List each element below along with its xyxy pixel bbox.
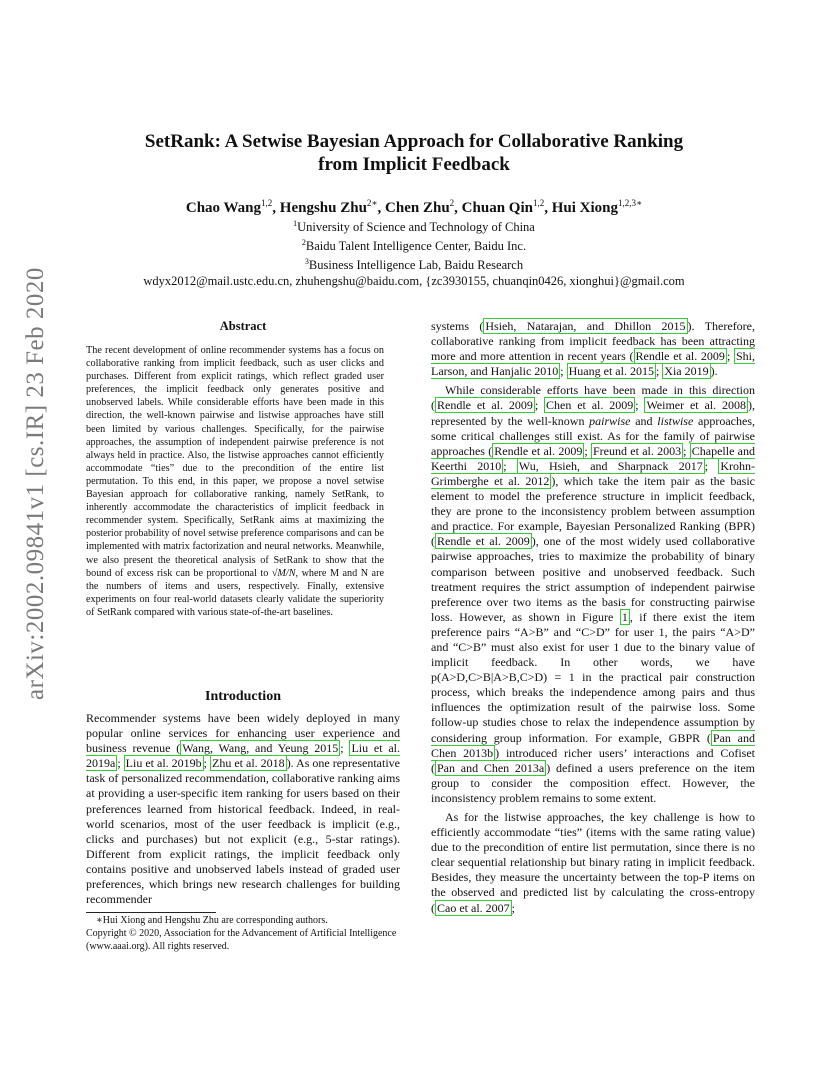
author-mark: 1,2,3∗ [618,198,643,208]
citation-link[interactable]: Rendle et al. 2009 [437,534,530,549]
author-name: Hui Xiong [551,200,618,216]
affiliation-line: $^1$University of Science and Technology of China [293,219,535,235]
author-emails: wdyx2012@mail.ustc.edu.cn, zhuhengshu@baidu.com, {zc3930155, chuanqin0426, xionghui}@gmail.com [143,274,685,289]
author-name: Chuan Qin [461,200,533,216]
author-mark: 1,2 [261,198,273,208]
introduction-heading: Introduction [205,689,281,704]
citation-link[interactable]: Rendle et al. 2009 [635,349,725,364]
paper-title [80,130,748,176]
footnotes [86,914,400,953]
footnote-rule [86,912,216,913]
author-name: Chen Zhu [385,200,450,216]
arxiv-identifier: arXiv:2002.09841v1 [cs.IR] 23 Feb 2020 [22,267,49,700]
copyright-note: Copyright © 2020, Association for the Advancement of Artificial Intelligence (www.aaai.org). All rights reserved. [86,928,397,952]
title-line-2: from Implicit Feedback [318,154,510,175]
author-name: Chao Wang [185,200,262,216]
author-mark: 2∗ [366,198,378,208]
figure-link[interactable]: 1 [621,609,628,624]
citation-link[interactable]: Pan and Chen 2013b [431,730,756,760]
citation-link[interactable]: Xia 2019 [664,364,709,379]
author-list: Chao Wang$^{1,2}$, Hengshu Zhu$^{2∗}$, Chen Zhu$^2$, Chuan Qin$^{1,2}$, Hui Xiong$^{1,2,3∗}$ [185,198,643,216]
citation-link[interactable]: Rendle et al. 2009 [437,398,533,413]
abstract-heading: Abstract [219,319,267,333]
citation-link[interactable]: Cao et al. 2007 [437,900,510,915]
citation-link[interactable]: Liu et al. 2019a [86,741,401,771]
citation-link[interactable]: Krohn-Grimberghe et al. 2012 [431,458,756,488]
citation-link[interactable]: Shi, Larson, and Hanjalic 2010 [431,349,755,379]
author-mark: 2 [449,198,455,208]
title-line-1: SetRank: A Setwise Bayesian Approach for Collaborative Ranking [144,131,684,152]
right-column: systems ( Hsieh, Natarajan, and Dhillon 2015 ). Therefore, collaborative ranking from implicit feedback has been attracting more and more attention in recent years ( Rendle et al. 2009 ; Shi, Larson, and Hanjalic 2010 ; Huang et al. 2015 ; Xia 2019 ). While considerable efforts have been made in this direction ( Rendle et al. 2009 ; Chen et al. 2009 ; Weimer et al. 2008 ), represented by the well-known pairwise and listwise approaches, some critical challenges still exist. As for the family of pairwise approaches ( Rendle et al. 2009 ; Freund et al. 2003 ; Chapelle and Keerthi 2010 ; Wu, Hsieh, and Sharpnack 2017 ; Krohn-Grimberghe et al. 2012 ), which take the item pair as the basic element to model the preference structure in implicit feedback, they are prone to the inconsistency problem between assumption and practice. For example, Bayesian Personalized Ranking (BPR) ( Rendle et al. 2009 ), one of the most widely used collaborative pairwise approaches, tries to maximize the probability of binary comparison between positive and unobserved feedback. Such treatment requires the strict assumption of independent pairwise preference over two items as the basis for constructing pairwise loss. However, as shown in Figure 1 , if there exist the item preference pairs “A>B” and “C>D” for user 1, the pairs “A>D” and “C>B” must also exist for user 1 due to the binary value of implicit feedback. In other words, we have p(A>D,C>B|A>B,C>D) = 1 in the practical pair construction process, which breaks the independence among pairs and thus influences the optimization result of the pairwise loss. Some follow-up studies chose to relax the independence assumption by considering group information. For example, GBPR ( Pan and Chen 2013b ) introduced richer users’ interactions and Cofiset ( Pan and Chen 2013a ) defined a users preference on the item group to consider the composition effect. However, the inconsistency problem remains to some extent. As for the listwise approaches, the key challenge is how to efficiently accommodate “ties” (items with the same rating value) due to the precondition of entire list permutation, since there is no clear sequential relationship but binary rating in implicit feedback. Besides, they measure the uncertainty between the top-P items on the observed and predicted list by calculating the cross-entropy ( Cao et al. 2007 ; [431,319,756,915]
author-mark: 1,2 [532,198,545,208]
citation-link[interactable]: Rendle et al. 2009 [494,443,583,458]
affiliation-line: $^2$Baidu Talent Intelligence Center, Baidu Inc. [301,238,527,254]
citation-link[interactable]: Wu, Hsieh, and Sharpnack 2017 [518,458,703,473]
corresponding-author-note: ∗Hui Xiong and Hengshu Zhu are corresponding authors. [96,915,328,926]
citation-link[interactable]: Zhu et al. 2018 [212,756,285,771]
abstract-body: The recent development of online recommender systems has a focus on collaborative ranking from implicit feedback, such as user clicks and purchases. Different from explicit ratings, which reflect graded user preferences, the implicit feedback only generates positive and unobserved labels. While considerable efforts have been made in this direction, the well-known pairwise and listwise approaches have still been limited by various challenges. Specifically, for the pairwise approaches, the assumption of independent pairwise preference is not always held in practice. Also, the listwise approaches cannot efficiently accommodate “ties” due to the precondition of the entire list permutation. To this end, in this paper, we propose a novel setwise Bayesian approach for collaborative ranking, namely SetRank, to inherently accommodate the characteristics of implicit feedback in recommender system. Specifically, SetRank aims at maximizing the posterior probability of novel setwise preference comparisons and can be implemented with matrix factorization and neural networks. Meanwhile, we also present the theoretical analysis of SetRank to show that the bound of excess risk can be proportional to √M/N, where M and N are the numbers of items and users, respectively. Finally, extensive experiments on four real-world datasets clearly validate the superiority of SetRank compared with various state-of-the-art baselines. [86,345,384,618]
citation-link[interactable]: Hsieh, Natarajan, and Dhillon 2015 [485,319,686,333]
citation-link[interactable]: Chen et al. 2009 [546,398,634,413]
citation-link[interactable]: Freund et al. 2003 [593,443,682,458]
introduction-paragraph: Recommender systems have been widely deployed in many popular online services for enhancing user experience and business revenue ( Wang, Wang, and Yeung 2015 ; Liu et al. 2019a ; Liu et al. 2019b ; Zhu et al. 2018 ). As one representative task of personalized recommendation, collaborative ranking aims at providing a user-specific item ranking for users based on their preferences learned from historical feedback. Indeed, in real-world scenarios, most of the user feedback is implicit (e.g., clicks and purchases) but not explicit (e.g., 5-star ratings). Different from explicit ratings, the implicit feedback only contains positive and unobserved labels instead of graded user preferences, which brings new research challenges for building recommender [86,711,401,907]
citation-link[interactable]: Wang, Wang, and Yeung 2015 [182,741,339,756]
citation-link[interactable]: Weimer et al. 2008 [646,398,746,413]
affiliation-line: $^3$Business Intelligence Lab, Baidu Research [304,257,524,273]
citation-link[interactable]: Pan and Chen 2013a [437,760,545,775]
math-sqrt: √M/N [271,567,296,579]
affiliations [80,216,748,289]
citation-link[interactable]: Chapelle and Keerthi 2010 [431,443,755,473]
citation-link[interactable]: Liu et al. 2019b [125,756,202,771]
author-name: Hengshu Zhu [279,200,367,216]
citation-link[interactable]: Huang et al. 2015 [568,364,654,379]
